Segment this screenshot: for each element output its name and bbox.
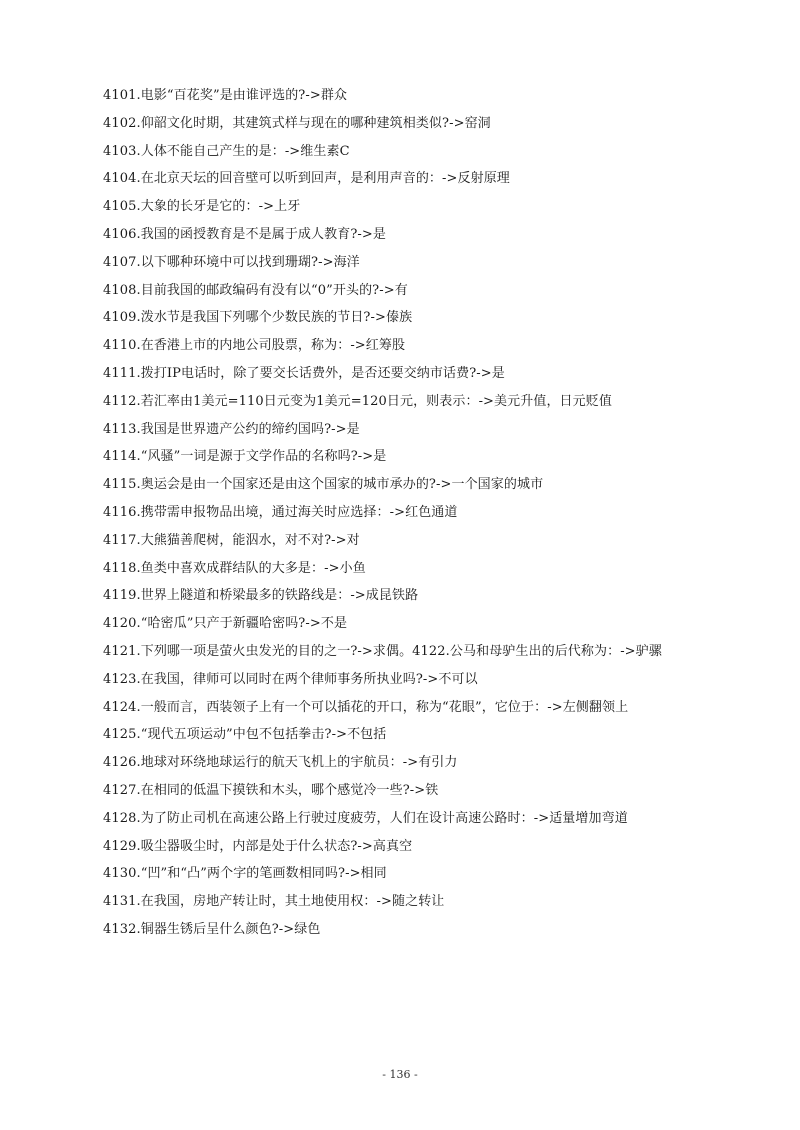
- qa-line: 4106.我国的函授教育是不是属于成人教育?->是: [103, 226, 386, 242]
- qa-line: 4103.人体不能自己产生的是：->维生素C: [103, 143, 350, 159]
- qa-line: 4112.若汇率由1美元=110日元变为1美元=120日元，则表示：->美元升值，日元贬值: [103, 393, 612, 409]
- qa-line: 4110.在香港上市的内地公司股票，称为：->红筹股: [103, 338, 406, 354]
- qa-line: 4129.吸尘器吸尘时，内部是处于什么状态?->高真空: [103, 838, 413, 854]
- qa-line: 4117.大熊猫善爬树，能泅水，对不对?->对: [103, 532, 360, 548]
- qa-line: 4126.地球对环绕地球运行的航天飞机上的宇航员：->有引力: [103, 755, 458, 771]
- qa-line: 4114.“风骚”一词是源于文学作品的名称吗?->是: [103, 449, 387, 465]
- qa-line: 4116.携带需申报物品出境，通过海关时应选择：->红色通道: [103, 504, 458, 520]
- qa-line: 4120.“哈密瓜”只产于新疆哈密吗?->不是: [103, 616, 348, 632]
- qa-line: 4104.在北京天坛的回音壁可以听到回声，是利用声音的：->反射原理: [103, 171, 510, 187]
- qa-line: 4102.仰韶文化时期，其建筑式样与现在的哪种建筑相类似?->窑洞: [103, 115, 491, 131]
- qa-line: 4123.在我国，律师可以同时在两个律师事务所执业吗?->不可以: [103, 671, 478, 687]
- qa-list: [103, 82, 763, 944]
- qa-line: 4124.一般而言，西装领子上有一个可以插花的开口，称为“花眼”，它位于：->左侧翻领上: [103, 699, 629, 715]
- qa-line: 4111.拨打IP电话时，除了要交长话费外，是否还要交纳市话费?->是: [103, 365, 505, 381]
- qa-line: 4128.为了防止司机在高速公路上行驶过度疲劳，人们在设计高速公路时：->适量增加弯道: [103, 810, 628, 826]
- qa-line: 4131.在我国，房地产转让时，其土地使用权：->随之转让: [103, 894, 445, 910]
- qa-line: 4127.在相同的低温下摸铁和木头，哪个感觉冷一些?->铁: [103, 782, 439, 798]
- qa-line: 4125.“现代五项运动”中包不包括拳击?->不包括: [103, 727, 387, 743]
- qa-line: 4115.奥运会是由一个国家还是由这个国家的城市承办的?->一个国家的城市: [103, 477, 544, 493]
- qa-line: 4118.鱼类中喜欢成群结队的大多是：->小鱼: [103, 560, 366, 576]
- qa-line: 4105.大象的长牙是它的：->上牙: [103, 199, 301, 215]
- qa-line: 4113.我国是世界遗产公约的缔约国吗?->是: [103, 421, 360, 437]
- qa-line: 4101.电影“百花奖”是由谁评选的?->群众: [103, 88, 348, 103]
- qa-line: 4121.下列哪一项是萤火虫发光的目的之一?->求偶。4122.公马和母驴生出的后代称为：->驴骡: [103, 643, 662, 659]
- qa-line: 4130.“凹”和“凸”两个字的笔画数相同吗?->相同: [103, 866, 387, 882]
- qa-line: 4132.铜器生锈后呈什么颜色?->绿色: [103, 921, 321, 937]
- page-number: - 136 -: [382, 1068, 418, 1081]
- qa-line: 4107.以下哪种环境中可以找到珊瑚?->海洋: [103, 254, 360, 270]
- qa-line: 4108.目前我国的邮政编码有没有以“0”开头的?->有: [103, 282, 408, 298]
- qa-line: 4119.世界上隧道和桥梁最多的铁路线是：->成昆铁路: [103, 588, 419, 604]
- qa-line: 4109.泼水节是我国下列哪个少数民族的节日?->傣族: [103, 310, 413, 326]
